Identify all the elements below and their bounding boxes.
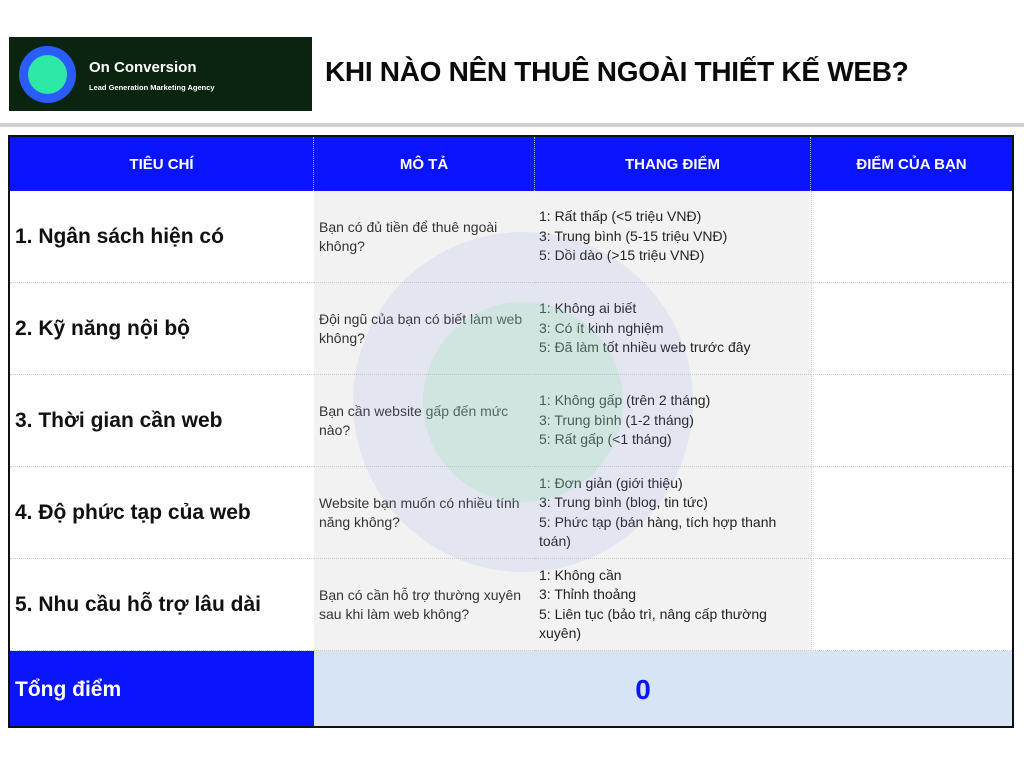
scale-item: 1: Không ai biết — [539, 300, 637, 317]
scale-item: 3: Trung bình (blog, tin tức) — [539, 494, 708, 510]
table-row — [10, 559, 1012, 651]
criterion-cell: 5. Nhu cầu hỗ trợ lâu dài — [10, 559, 314, 651]
total-value: 0 — [314, 651, 1012, 728]
criterion-cell: 2. Kỹ năng nội bộ — [10, 283, 314, 375]
header-scale: THANG ĐIỂM — [535, 137, 811, 191]
description-cell: Website bạn muốn có nhiều tính năng không? — [314, 467, 535, 559]
scale-item: 1: Không cần — [539, 566, 622, 583]
score-input-cell[interactable] — [811, 467, 1012, 559]
logo-circle-icon — [19, 46, 76, 103]
scale-item: 5: Phức tạp (bán hàng, tích hợp thanh toán) — [539, 513, 777, 549]
scale-item: 3: Trung bình (5-15 triệu VNĐ) — [539, 227, 728, 244]
score-input-cell[interactable] — [811, 283, 1012, 375]
scale-item: 5: Đã làm tốt nhiều web trước đây — [539, 339, 751, 356]
scale-cell — [535, 467, 811, 559]
header-your-score: ĐIỂM CỦA BẠN — [811, 137, 1012, 191]
scale-item: 1: Đơn giản (giới thiệu) — [539, 474, 683, 491]
logo-name: On Conversion — [89, 59, 197, 76]
description-cell: Bạn có cần hỗ trợ thường xuyên sau khi làm web không? — [314, 559, 535, 651]
scale-item: 5: Rất gấp (<1 tháng) — [539, 431, 672, 448]
scale-item: 5: Dồi dào (>15 triệu VNĐ) — [539, 247, 705, 264]
logo-tagline: Lead Generation Marketing Agency — [89, 83, 215, 92]
criterion-cell: 3. Thời gian cần web — [10, 375, 314, 467]
total-label: Tổng điểm — [10, 651, 314, 728]
score-input-cell[interactable] — [811, 191, 1012, 283]
description-cell: Đội ngũ của bạn có biết làm web không? — [314, 283, 535, 375]
description-cell: Bạn có đủ tiền để thuê ngoài không? — [314, 191, 535, 283]
divider — [0, 123, 1024, 127]
scale-item: 3: Có ít kinh nghiệm — [539, 319, 664, 336]
table-row — [10, 375, 1012, 467]
score-input-cell[interactable] — [811, 559, 1012, 651]
score-input-cell[interactable] — [811, 375, 1012, 467]
total-row — [10, 651, 1012, 728]
scale-cell — [535, 283, 811, 375]
scale-cell — [535, 375, 811, 467]
scoring-table — [8, 135, 1014, 728]
scale-item: 3: Thỉnh thoảng — [539, 586, 637, 602]
table-row — [10, 283, 1012, 375]
header-criterion: TIÊU CHÍ — [10, 137, 314, 191]
table-header — [10, 137, 1012, 191]
scale-item: 1: Rất thấp (<5 triệu VNĐ) — [539, 208, 702, 225]
scale-item: 3: Trung bình (1-2 tháng) — [539, 411, 694, 428]
header-description: MÔ TẢ — [314, 137, 535, 191]
scale-cell — [535, 191, 811, 283]
criterion-cell: 4. Độ phức tạp của web — [10, 467, 314, 559]
scale-item: 1: Không gấp (trên 2 tháng) — [539, 392, 711, 409]
table-row — [10, 467, 1012, 559]
criterion-cell: 1. Ngân sách hiện có — [10, 191, 314, 283]
scale-item: 5: Liên tục (bảo trì, nâng cấp thường xuyên) — [539, 605, 767, 641]
scale-cell — [535, 559, 811, 651]
logo — [9, 37, 312, 111]
page-title: KHI NÀO NÊN THUÊ NGOÀI THIẾT KẾ WEB? — [325, 56, 909, 87]
description-cell: Bạn cần website gấp đến mức nào? — [314, 375, 535, 467]
table-row — [10, 191, 1012, 283]
